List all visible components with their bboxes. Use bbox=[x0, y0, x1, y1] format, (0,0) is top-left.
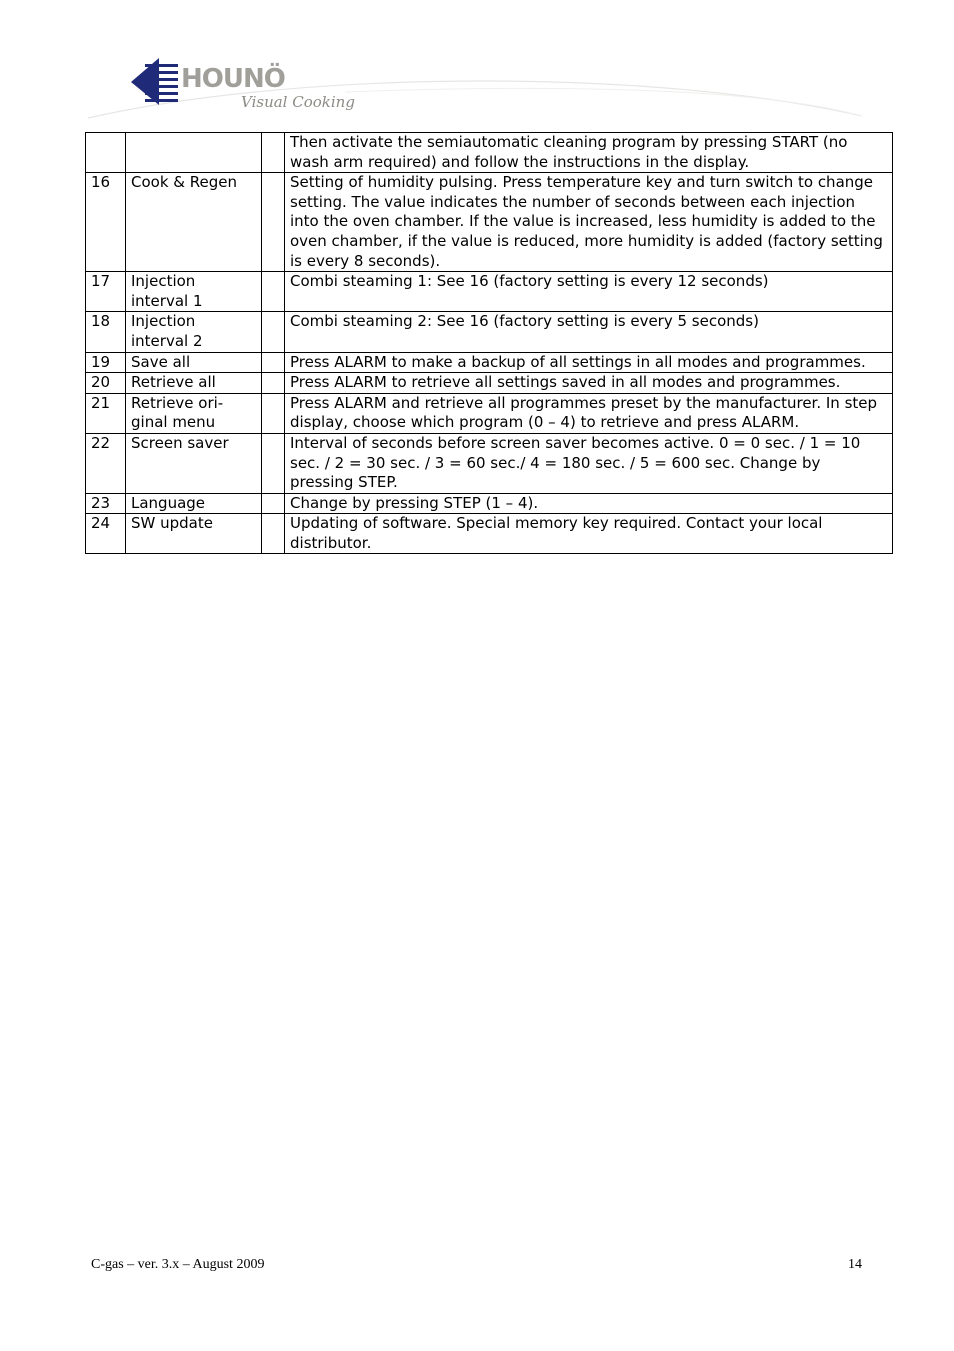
setting-name-cell: Injection interval 2 bbox=[126, 312, 262, 352]
setting-name-cell: Screen saver bbox=[126, 433, 262, 493]
row-number-cell: 19 bbox=[86, 352, 126, 373]
table-row bbox=[86, 393, 893, 433]
setting-name-cell: SW update bbox=[126, 514, 262, 554]
description-cell: Change by pressing STEP (1 – 4). bbox=[285, 493, 893, 514]
setting-name-cell: Retrieve ori-ginal menu bbox=[126, 393, 262, 433]
description-cell: Setting of humidity pulsing. Press temperature key and turn switch to change setting. The value indicates the number of seconds between each injection into the oven chamber. If the value is increased, less humidity is added to the oven chamber, if the value is reduced, more humidity is added (factory setting is every 8 seconds). bbox=[285, 173, 893, 272]
table-row bbox=[86, 373, 893, 394]
table-row bbox=[86, 514, 893, 554]
blank-cell bbox=[262, 493, 285, 514]
blank-cell bbox=[262, 352, 285, 373]
blank-cell bbox=[262, 373, 285, 394]
setting-name-cell: Retrieve all bbox=[126, 373, 262, 394]
brand-name: HOUNÖ bbox=[181, 64, 285, 94]
row-number-cell: 23 bbox=[86, 493, 126, 514]
brand-tagline: Visual Cooking bbox=[241, 93, 355, 111]
row-number-cell: 21 bbox=[86, 393, 126, 433]
row-number-cell: 17 bbox=[86, 272, 126, 312]
blank-cell bbox=[262, 433, 285, 493]
blank-cell bbox=[262, 514, 285, 554]
table-row bbox=[86, 433, 893, 493]
footer-version: C-gas – ver. 3.x – August 2009 bbox=[91, 1257, 265, 1272]
blank-cell bbox=[262, 272, 285, 312]
setting-name-cell: Save all bbox=[126, 352, 262, 373]
blank-cell bbox=[262, 173, 285, 272]
description-cell: Combi steaming 1: See 16 (factory setting is every 12 seconds) bbox=[285, 272, 893, 312]
settings-table-body bbox=[86, 133, 893, 554]
row-number-cell bbox=[86, 133, 126, 173]
row-number-cell: 16 bbox=[86, 173, 126, 272]
description-cell: Press ALARM to retrieve all settings saved in all modes and programmes. bbox=[285, 373, 893, 394]
setting-name-cell bbox=[126, 133, 262, 173]
row-number-cell: 22 bbox=[86, 433, 126, 493]
table-row bbox=[86, 312, 893, 352]
description-cell: Then activate the semiautomatic cleaning program by pressing START (no wash arm required) and follow the instructions in the display. bbox=[285, 133, 893, 173]
table-row bbox=[86, 493, 893, 514]
setting-name-cell: Injection interval 1 bbox=[126, 272, 262, 312]
table-row bbox=[86, 352, 893, 373]
description-cell: Updating of software. Special memory key required. Contact your local distributor. bbox=[285, 514, 893, 554]
row-number-cell: 24 bbox=[86, 514, 126, 554]
table-row bbox=[86, 133, 893, 173]
blank-cell bbox=[262, 312, 285, 352]
blank-cell bbox=[262, 393, 285, 433]
hauno-logo-icon bbox=[0, 0, 954, 125]
table-row bbox=[86, 272, 893, 312]
description-cell: Press ALARM and retrieve all programmes preset by the manufacturer. In step display, choose which program (0 – 4) to retrieve and press ALARM. bbox=[285, 393, 893, 433]
blank-cell bbox=[262, 133, 285, 173]
table-row bbox=[86, 173, 893, 272]
setting-name-cell: Cook & Regen bbox=[126, 173, 262, 272]
page-header bbox=[0, 0, 954, 125]
row-number-cell: 20 bbox=[86, 373, 126, 394]
description-cell: Combi steaming 2: See 16 (factory setting is every 5 seconds) bbox=[285, 312, 893, 352]
description-cell: Interval of seconds before screen saver becomes active. 0 = 0 sec. / 1 = 10 sec. / 2 = 30 sec. / 3 = 60 sec./ 4 = 180 sec. / 5 = 600 sec. Change by pressing STEP. bbox=[285, 433, 893, 493]
description-cell: Press ALARM to make a backup of all settings in all modes and programmes. bbox=[285, 352, 893, 373]
setting-name-cell: Language bbox=[126, 493, 262, 514]
row-number-cell: 18 bbox=[86, 312, 126, 352]
settings-table bbox=[85, 132, 893, 554]
page-number: 14 bbox=[848, 1257, 862, 1272]
